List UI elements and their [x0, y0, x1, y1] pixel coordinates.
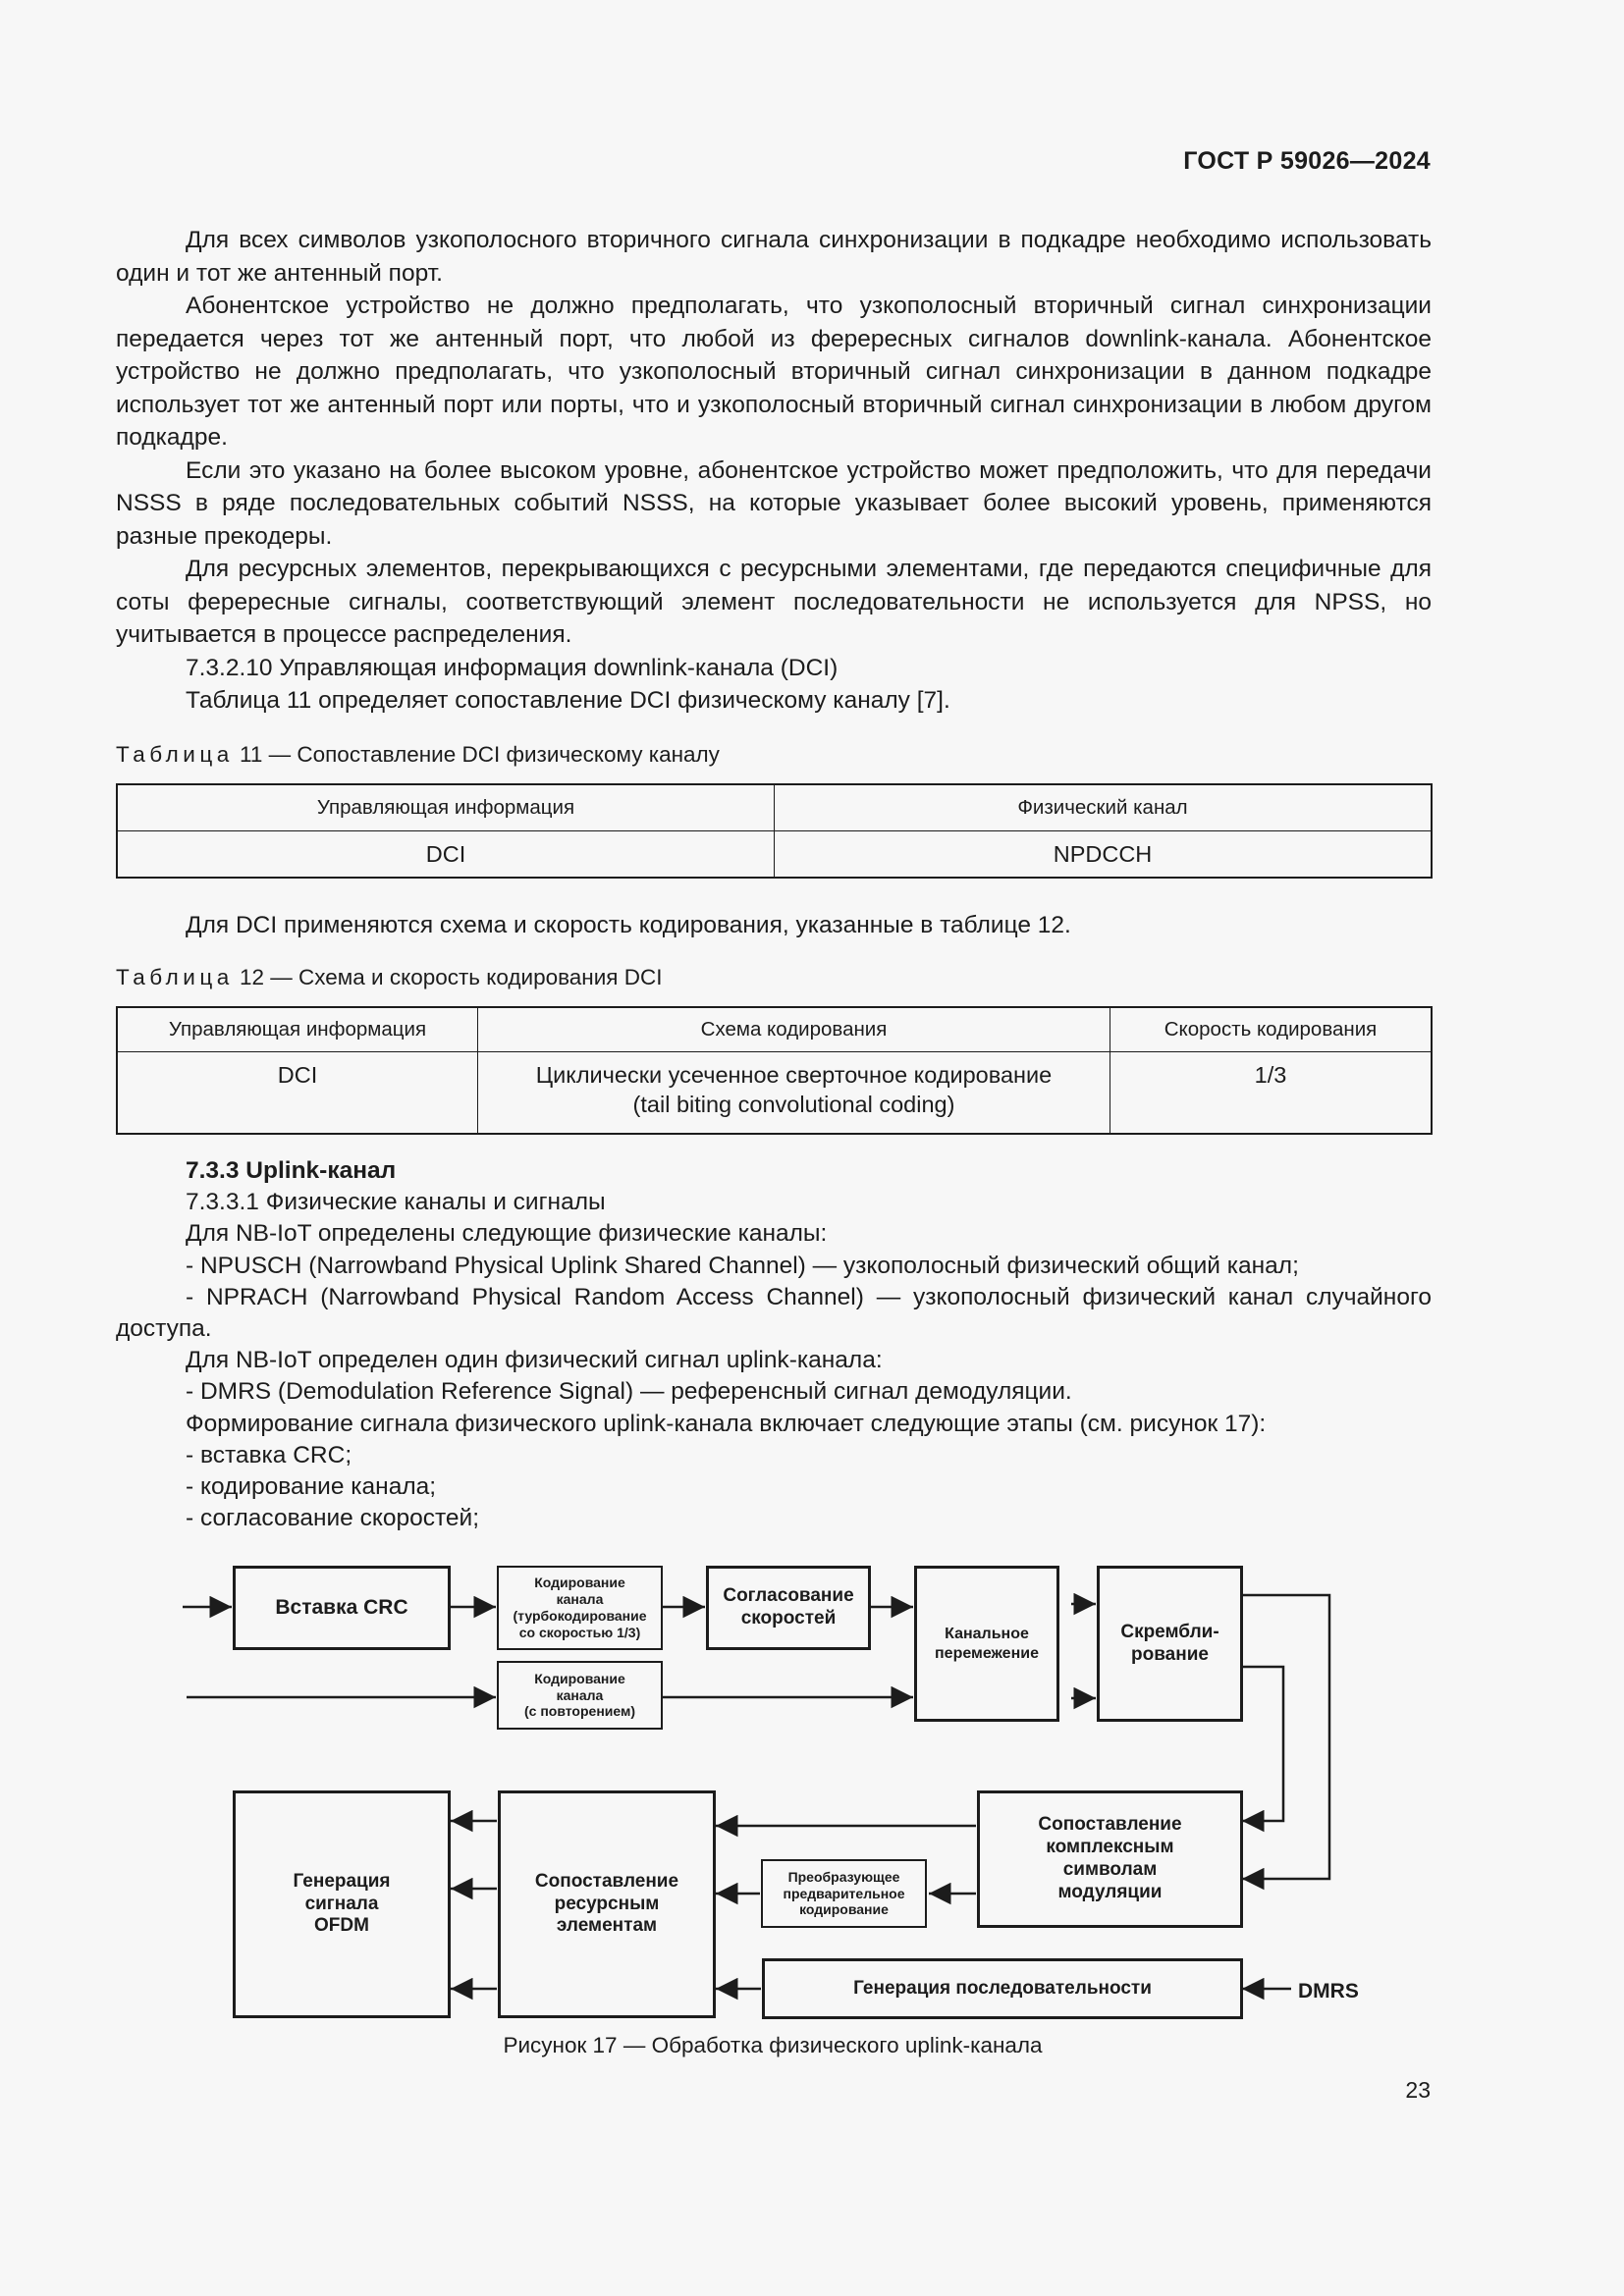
- block-line: канала: [556, 1591, 604, 1608]
- channel-coding-repetition-block: [497, 1661, 663, 1730]
- table-caption-text: 12 — Схема и скорость кодирования DCI: [240, 965, 663, 989]
- block-line: Кодирование: [534, 1670, 625, 1686]
- block-line: модуляции: [1057, 1881, 1163, 1902]
- block-line: сигнала: [304, 1893, 379, 1914]
- block-line: ресурсным: [554, 1893, 660, 1914]
- paragraph: Для NB-IoT определены следующие физические каналы:: [186, 1220, 828, 1248]
- block-line: Сопоставление: [534, 1870, 679, 1892]
- list-item: - NPUSCH (Narrowband Physical Uplink Shared Channel) — узкополосный физический общий канал;: [186, 1252, 1299, 1279]
- block-line: OFDM: [314, 1915, 369, 1937]
- table-cell: NPDCCH: [775, 831, 1433, 879]
- table-header-cell: Схема кодирования: [478, 1007, 1110, 1052]
- paragraph: Для всех символов узкополосного вторичного сигнала синхронизации в подкадре необходимо использовать один и тот же антенный порт.: [116, 227, 1432, 287]
- channel-coding-turbo-block: [497, 1566, 663, 1650]
- block-line: элементам: [556, 1915, 658, 1937]
- table-cell: 1/3: [1110, 1052, 1433, 1135]
- block-line: комплексным: [1046, 1837, 1174, 1858]
- block-line: Скрембли-: [1120, 1621, 1219, 1642]
- block-line: канала: [556, 1686, 604, 1703]
- block-line: кодирование: [799, 1901, 889, 1918]
- table-header-cell: Физический канал: [775, 784, 1433, 831]
- arrow-bypass-mapping: [1241, 1595, 1329, 1879]
- block-line: Преобразующее: [787, 1868, 900, 1885]
- dmrs-label: DMRS: [1298, 1980, 1359, 2002]
- modulation-mapping-block: [977, 1790, 1243, 1928]
- resource-mapping-block: [498, 1790, 716, 2018]
- table-header-cell: Управляющая информация: [117, 784, 775, 831]
- list-item: - NPRACH (Narrowband Physical Random Access Channel) — узкополосный физический канал случайного доступа.: [116, 1283, 1432, 1343]
- block-line: перемежение: [935, 1644, 1039, 1662]
- block-line: Согласование: [723, 1585, 854, 1607]
- block-line: Канальное: [945, 1626, 1029, 1643]
- paragraph: Для ресурсных элементов, перекрывающихся с ресурсными элементами, где передаются специфичные для соты ферересные сигналы, соответствующий элемент последовательности не используется для NPSS, но учитывается в процессе распределения.: [116, 556, 1432, 648]
- page-number: 23: [1405, 2077, 1431, 2103]
- channel-interleaving-block: [914, 1566, 1059, 1722]
- block-line: рование: [1131, 1643, 1209, 1665]
- block-line: скоростей: [740, 1608, 837, 1629]
- block-line: (турбокодирование: [513, 1608, 647, 1624]
- paragraph: Абонентское устройство не должно предполагать, что узкополосный вторичный сигнал синхронизации передается через тот же антенный порт, что любой из ферересных сигналов downlink-канала. Абонентское устройство не должно предполагать, что узкополосный вторичный сигнал синхронизации в данном подкадре использует тот же антенный порт или порты, что и узкополосный вторичный сигнал синхронизации в любом другом подкадре.: [116, 293, 1432, 451]
- ofdm-generation-block: [233, 1790, 451, 2018]
- paragraph: Для NB-IoT определен один физический сигнал uplink-канала:: [186, 1347, 883, 1374]
- crc-insertion-block: Вставка CRC: [233, 1566, 451, 1650]
- paragraph: Таблица 11 определяет сопоставление DCI физическому каналу [7].: [186, 687, 950, 714]
- table-cell: DCI: [117, 831, 775, 879]
- table-label: Таблица: [116, 742, 234, 767]
- subsection-heading: 7.3.3.1 Физические каналы и сигналы: [186, 1189, 606, 1216]
- list-item: - DMRS (Demodulation Reference Signal) — референсный сигнал демодуляции.: [186, 1378, 1072, 1406]
- section-title: 7.3.3 Uplink-канал: [186, 1157, 397, 1184]
- list-item: - кодирование канала;: [186, 1473, 437, 1501]
- cell-line: (tail biting convolutional coding): [632, 1092, 955, 1117]
- table-caption-text: 11 — Сопоставление DCI физическому каналу: [240, 742, 720, 767]
- paragraph: Для DCI применяются схема и скорость кодирования, указанные в таблице 12.: [186, 912, 1071, 938]
- block-line: символам: [1062, 1859, 1158, 1880]
- sequence-generation-block: Генерация последовательности: [762, 1958, 1243, 2019]
- table-cell: DCI: [117, 1052, 478, 1135]
- arrow-scramble-mapping: [1241, 1667, 1283, 1821]
- cell-line: Циклически усеченное сверточное кодирование: [535, 1062, 1053, 1088]
- block-line: (с повторением): [523, 1703, 635, 1720]
- figure-caption: Рисунок 17 — Обработка физического uplink-канала: [503, 2033, 1043, 2057]
- block-line: Сопоставление: [1038, 1814, 1182, 1836]
- paragraph: Формирование сигнала физического uplink-канала включает следующие этапы (см. рисунок 17):: [186, 1410, 1267, 1437]
- table-label: Таблица: [116, 965, 234, 989]
- transform-precoding-block: [761, 1859, 927, 1928]
- document-header: ГОСТ Р 59026—2024: [1183, 147, 1431, 175]
- paragraph: Если это указано на более высоком уровне, абонентское устройство может предположить, что для передачи NSSS в ряде последовательных событий NSSS, на которые указывает более высокий уровень, применяются разные прекодеры.: [116, 456, 1432, 550]
- block-line: Кодирование: [534, 1575, 625, 1591]
- rate-matching-block: [706, 1566, 871, 1650]
- table-header-cell: Скорость кодирования: [1110, 1007, 1433, 1052]
- block-line: со скоростью 1/3): [518, 1624, 641, 1640]
- block-line: предварительное: [783, 1885, 905, 1901]
- table-header-cell: Управляющая информация: [117, 1007, 478, 1052]
- block-line: Генерация: [293, 1870, 391, 1892]
- list-item: - вставка CRC;: [186, 1441, 352, 1468]
- subsection-heading: 7.3.2.10 Управляющая информация downlink-канала (DCI): [186, 654, 839, 681]
- scrambling-block: [1097, 1566, 1243, 1722]
- list-item: - согласование скоростей;: [186, 1505, 480, 1532]
